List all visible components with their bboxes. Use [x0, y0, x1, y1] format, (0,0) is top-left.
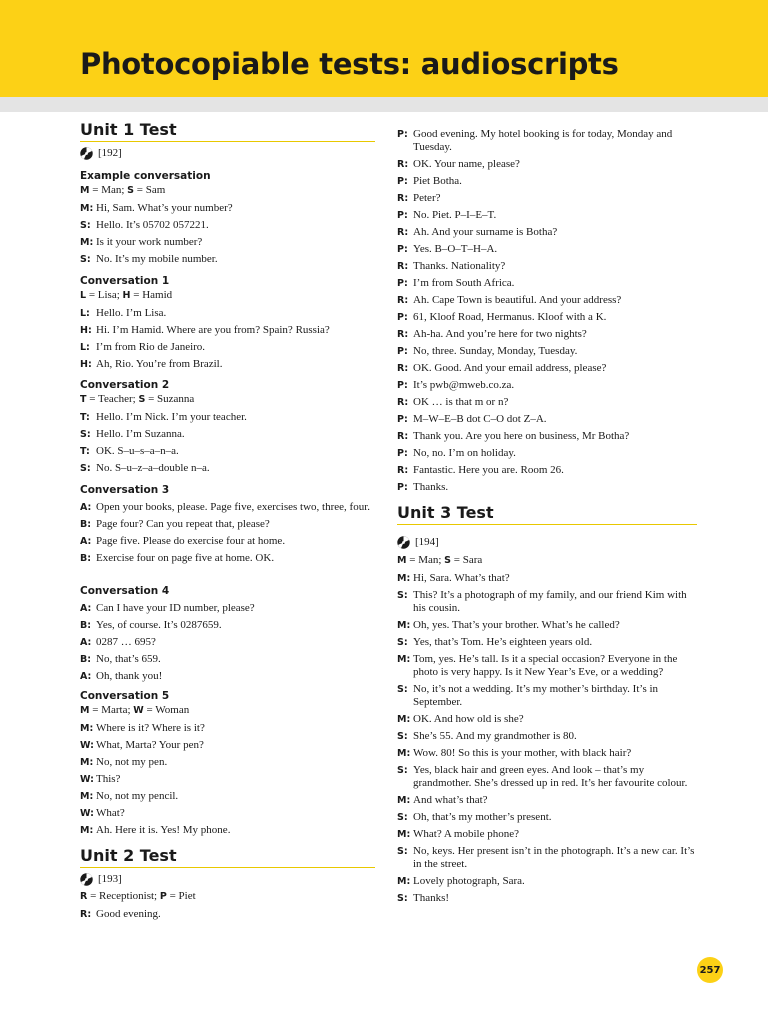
example-title: Example conversation — [80, 170, 211, 182]
speaker-label: B: — [80, 553, 92, 564]
dialogue-line — [80, 602, 375, 615]
cd-icon — [397, 536, 410, 549]
unit1-heading: Unit 1 Test — [80, 121, 375, 142]
unit2-track — [80, 872, 375, 886]
speaker-label: P: — [397, 414, 408, 425]
dialogue-line — [397, 311, 697, 324]
speaker-label: L: — [80, 342, 90, 353]
dialogue-line — [80, 411, 375, 424]
speaker-label: M: — [397, 876, 411, 887]
speaker-text: Hi, Sam. What’s your number? — [96, 202, 233, 214]
speaker-text: OK. Good. And your email address, please? — [413, 362, 607, 374]
unit2-track-number: [193] — [98, 873, 122, 885]
speaker-label: T: — [80, 446, 90, 457]
dialogue-line — [397, 226, 697, 239]
dialogue-line — [397, 764, 697, 790]
conv5-title: Conversation 5 — [80, 690, 170, 702]
speaker-text: Is it your work number? — [96, 236, 203, 248]
dialogue-line — [80, 445, 375, 458]
dialogue-line — [80, 236, 375, 249]
conv3-lines — [80, 501, 375, 565]
example-conversation — [80, 169, 375, 266]
unit2-section — [80, 847, 375, 868]
conv5-lines — [80, 722, 375, 837]
conv1-lines — [80, 307, 375, 371]
speaker-text: Yes, black hair and green eyes. And look – that’s my grandmother. She’s dressed up in red. It’s her favourite colour. — [413, 764, 688, 789]
speaker-text: OK. And how old is she? — [413, 713, 524, 725]
dialogue-line — [80, 428, 375, 441]
speaker-label: M: — [80, 723, 94, 734]
speaker-text: What? — [96, 807, 125, 819]
dialogue-line — [80, 653, 375, 666]
dialogue-line — [80, 501, 375, 514]
speaker-label: R: — [397, 397, 409, 408]
dialogue-line — [397, 413, 697, 426]
speaker-label: T: — [80, 412, 90, 423]
dialogue-line — [397, 260, 697, 273]
speaker-text: Ah-ha. And you’re here for two nights? — [413, 328, 587, 340]
speaker-text: Ah. Here it is. Yes! My phone. — [96, 824, 231, 836]
dialogue-line — [80, 619, 375, 632]
speaker-text: No, three. Sunday, Monday, Tuesday. — [413, 345, 578, 357]
speaker-text: It’s pwb@mweb.co.za. — [413, 379, 515, 391]
speaker-label: R: — [397, 193, 409, 204]
speaker-label: S: — [397, 765, 408, 776]
unit3-dialogue — [397, 553, 697, 905]
speaker-text: Page four? Can you repeat that, please? — [96, 518, 270, 530]
dialogue-line — [80, 756, 375, 769]
conversation-2 — [80, 378, 375, 475]
unit3-section — [397, 504, 697, 525]
dialogue-line — [80, 253, 375, 266]
speaker-label: R: — [397, 465, 409, 476]
unit1-track-number: [192] — [98, 147, 122, 159]
example-lines — [80, 202, 375, 266]
dialogue-line — [397, 845, 697, 871]
speaker-text: 61, Kloof Road, Hermanus. Kloof with a K. — [413, 311, 607, 323]
dialogue-line — [397, 747, 697, 760]
speaker-label: M: — [397, 748, 411, 759]
conv2-title: Conversation 2 — [80, 379, 170, 391]
speaker-text: Oh, yes. That’s your brother. What’s he called? — [413, 619, 620, 631]
header-divider — [0, 97, 768, 112]
speaker-text: No, it’s not a wedding. It’s my mother’s birthday. It’s in September. — [413, 683, 659, 708]
dialogue-line — [80, 739, 375, 752]
dialogue-line — [397, 589, 697, 615]
speaker-text: OK. Your name, please? — [413, 158, 520, 170]
speaker-text: Thanks! — [413, 892, 450, 904]
speaker-text: Wow. 80! So this is your mother, with black hair? — [413, 747, 632, 759]
speaker-text: No, that’s 659. — [96, 653, 161, 665]
conv5-legend: M = Marta; W = Woman — [80, 704, 190, 716]
speaker-label: P: — [397, 278, 408, 289]
speaker-text: Hello. I’m Nick. I’m your teacher. — [96, 411, 247, 423]
unit3-legend: M = Man; S = Sara — [397, 554, 483, 566]
speaker-label: R: — [397, 261, 409, 272]
dialogue-line — [80, 358, 375, 371]
speaker-text: OK. S–u–s–a–n–a. — [96, 445, 179, 457]
speaker-label: M: — [80, 825, 94, 836]
dialogue-line — [397, 345, 697, 358]
conv4-title: Conversation 4 — [80, 585, 170, 597]
conversation-4 — [80, 584, 375, 683]
speaker-text: Fantastic. Here you are. Room 26. — [413, 464, 564, 476]
dialogue-line — [397, 481, 697, 494]
dialogue-line — [397, 128, 697, 154]
speaker-text: Where is it? Where is it? — [96, 722, 205, 734]
speaker-label: S: — [397, 812, 408, 823]
speaker-label: S: — [397, 637, 408, 648]
dialogue-line — [80, 807, 375, 820]
speaker-text: She’s 55. And my grandmother is 80. — [413, 730, 577, 742]
speaker-label: S: — [397, 590, 408, 601]
dialogue-line — [80, 202, 375, 215]
unit2-lines — [80, 908, 375, 921]
speaker-label: M: — [80, 203, 94, 214]
speaker-label: R: — [397, 295, 409, 306]
conversation-1 — [80, 274, 375, 371]
unit3-lines — [397, 572, 697, 905]
speaker-label: W: — [80, 774, 94, 785]
dialogue-line — [397, 892, 697, 905]
page-number-badge: 257 — [697, 957, 723, 983]
speaker-label: A: — [80, 536, 92, 547]
speaker-label: S: — [80, 220, 91, 231]
speaker-label: B: — [80, 620, 92, 631]
dialogue-line — [397, 175, 697, 188]
dialogue-line — [80, 552, 375, 565]
dialogue-line — [397, 379, 697, 392]
speaker-label: P: — [397, 346, 408, 357]
speaker-text: Tom, yes. He’s tall. Is it a special occasion? Everyone in the photo is very happy. Is it New Year’s Eve, or a wedding? — [413, 653, 678, 678]
dialogue-line — [80, 790, 375, 803]
dialogue-line — [397, 875, 697, 888]
dialogue-line — [80, 824, 375, 837]
speaker-text: No, keys. Her present isn’t in the photograph. It’s a new car. It’s in the street. — [413, 845, 695, 870]
speaker-text: No, not my pencil. — [96, 790, 179, 802]
dialogue-line — [397, 619, 697, 632]
speaker-text: And what’s that? — [413, 794, 488, 806]
example-legend: M = Man; S = Sam — [80, 184, 166, 196]
speaker-label: R: — [397, 431, 409, 442]
speaker-text: This? — [96, 773, 121, 785]
unit2-cont-lines — [397, 128, 697, 494]
conversation-5 — [80, 689, 375, 837]
cd-icon — [80, 873, 93, 886]
speaker-label: B: — [80, 519, 92, 530]
unit1-track — [80, 146, 375, 160]
dialogue-line — [397, 636, 697, 649]
speaker-label: P: — [397, 244, 408, 255]
speaker-text: Hello. It’s 05702 057221. — [96, 219, 209, 231]
speaker-text: No, not my pen. — [96, 756, 168, 768]
speaker-label: M: — [397, 620, 411, 631]
speaker-label: W: — [80, 740, 94, 751]
speaker-label: S: — [80, 463, 91, 474]
speaker-label: P: — [397, 312, 408, 323]
dialogue-line — [80, 219, 375, 232]
unit3-track-number: [194] — [415, 536, 439, 548]
dialogue-line — [80, 535, 375, 548]
page-title: Photocopiable tests: audioscripts — [80, 47, 619, 81]
speaker-label: P: — [397, 448, 408, 459]
dialogue-line — [397, 653, 697, 679]
speaker-text: OK … is that m or n? — [413, 396, 509, 408]
speaker-text: Yes, that’s Tom. He’s eighteen years old. — [413, 636, 593, 648]
conv4-lines — [80, 602, 375, 683]
speaker-label: P: — [397, 210, 408, 221]
speaker-label: H: — [80, 325, 92, 336]
speaker-label: M: — [397, 829, 411, 840]
speaker-label: M: — [80, 237, 94, 248]
speaker-label: M: — [80, 757, 94, 768]
speaker-label: P: — [397, 176, 408, 187]
speaker-text: Hi. I’m Hamid. Where are you from? Spain? Russia? — [96, 324, 330, 336]
speaker-text: Ah, Rio. You’re from Brazil. — [96, 358, 223, 370]
speaker-text: What? A mobile phone? — [413, 828, 519, 840]
speaker-text: Hello. I’m Lisa. — [96, 307, 167, 319]
speaker-label: H: — [80, 359, 92, 370]
dialogue-line — [397, 192, 697, 205]
conv3-title: Conversation 3 — [80, 484, 170, 496]
speaker-text: Ah. Cape Town is beautiful. And your address? — [413, 294, 622, 306]
conv2-legend: T = Teacher; S = Suzanna — [80, 393, 195, 405]
conv1-title: Conversation 1 — [80, 275, 170, 287]
speaker-label: S: — [80, 429, 91, 440]
unit2-heading: Unit 2 Test — [80, 847, 375, 868]
dialogue-line — [397, 328, 697, 341]
speaker-label: B: — [80, 654, 92, 665]
dialogue-line — [397, 811, 697, 824]
dialogue-line — [80, 773, 375, 786]
speaker-label: M: — [397, 654, 411, 665]
speaker-label: S: — [397, 684, 408, 695]
speaker-text: Peter? — [413, 192, 441, 204]
conversation-3 — [80, 483, 375, 565]
speaker-text: Page five. Please do exercise four at home. — [96, 535, 286, 547]
speaker-text: What, Marta? Your pen? — [96, 739, 204, 751]
unit2-legend: R = Receptionist; P = Piet — [80, 890, 196, 902]
dialogue-line — [397, 294, 697, 307]
speaker-text: Exercise four on page five at home. OK. — [96, 552, 275, 564]
speaker-text: No, no. I’m on holiday. — [413, 447, 516, 459]
speaker-label: M: — [397, 714, 411, 725]
dialogue-line — [397, 243, 697, 256]
unit1-section — [80, 121, 375, 142]
speaker-text: Piet Botha. — [413, 175, 462, 187]
dialogue-line — [397, 572, 697, 585]
dialogue-line — [397, 794, 697, 807]
speaker-label: S: — [80, 254, 91, 265]
speaker-label: M: — [397, 795, 411, 806]
speaker-label: S: — [397, 893, 408, 904]
speaker-text: Good evening. My hotel booking is for today, Monday and Tuesday. — [413, 128, 673, 153]
dialogue-line — [80, 518, 375, 531]
speaker-text: Oh, that’s my mother’s present. — [413, 811, 552, 823]
speaker-text: Yes, of course. It’s 0287659. — [96, 619, 222, 631]
speaker-text: This? It’s a photograph of my family, and our friend Kim with his cousin. — [413, 589, 687, 614]
dialogue-line — [80, 341, 375, 354]
speaker-text: 0287 … 695? — [96, 636, 156, 648]
speaker-text: Hi, Sara. What’s that? — [413, 572, 510, 584]
speaker-label: A: — [80, 502, 92, 513]
speaker-text: No. It’s my mobile number. — [96, 253, 218, 265]
speaker-label: A: — [80, 637, 92, 648]
dialogue-line — [397, 430, 697, 443]
speaker-text: Lovely photograph, Sara. — [413, 875, 525, 887]
speaker-text: I’m from South Africa. — [413, 277, 515, 289]
dialogue-line — [397, 683, 697, 709]
speaker-label: W: — [80, 808, 94, 819]
unit3-track — [397, 535, 697, 549]
dialogue-line — [397, 447, 697, 460]
speaker-label: P: — [397, 129, 408, 140]
speaker-text: Hello. I’m Suzanna. — [96, 428, 185, 440]
speaker-label: L: — [80, 308, 90, 319]
speaker-label: M: — [397, 573, 411, 584]
dialogue-line — [397, 396, 697, 409]
speaker-text: M–W–E–B dot C–O dot Z–A. — [413, 413, 547, 425]
speaker-text: Thanks. Nationality? — [413, 260, 506, 272]
dialogue-line — [80, 636, 375, 649]
dialogue-line — [397, 730, 697, 743]
speaker-label: P: — [397, 482, 408, 493]
unit3-heading: Unit 3 Test — [397, 504, 697, 525]
speaker-label: S: — [397, 731, 408, 742]
unit2-intro — [80, 889, 375, 921]
cd-icon — [80, 147, 93, 160]
speaker-label: R: — [397, 329, 409, 340]
speaker-text: No. S–u–z–a–double n–a. — [96, 462, 210, 474]
speaker-text: No. Piet. P–I–E–T. — [413, 209, 497, 221]
dialogue-line — [397, 464, 697, 477]
unit2-continued — [397, 124, 697, 494]
dialogue-line — [80, 462, 375, 475]
speaker-text: Can I have your ID number, please? — [96, 602, 255, 614]
speaker-label: R: — [397, 159, 409, 170]
dialogue-line — [397, 362, 697, 375]
dialogue-line — [80, 324, 375, 337]
speaker-text: Thanks. — [413, 481, 449, 493]
dialogue-line — [80, 307, 375, 320]
dialogue-line — [397, 277, 697, 290]
speaker-text: Good evening. — [96, 908, 161, 920]
dialogue-line — [397, 158, 697, 171]
speaker-label: R: — [397, 363, 409, 374]
dialogue-line — [397, 209, 697, 222]
dialogue-line — [80, 908, 375, 921]
speaker-text: Yes. B–O–T–H–A. — [413, 243, 498, 255]
dialogue-line — [397, 828, 697, 841]
conv2-lines — [80, 411, 375, 475]
speaker-text: Thank you. Are you here on business, Mr Botha? — [413, 430, 630, 442]
speaker-text: I’m from Rio de Janeiro. — [96, 341, 206, 353]
speaker-label: M: — [80, 791, 94, 802]
speaker-label: P: — [397, 380, 408, 391]
speaker-label: S: — [397, 846, 408, 857]
conv1-legend: L = Lisa; H = Hamid — [80, 289, 173, 301]
dialogue-line — [80, 670, 375, 683]
speaker-label: A: — [80, 603, 92, 614]
speaker-label: R: — [397, 227, 409, 238]
speaker-label: A: — [80, 671, 92, 682]
dialogue-line — [80, 722, 375, 735]
speaker-text: Ah. And your surname is Botha? — [413, 226, 558, 238]
speaker-label: R: — [80, 909, 92, 920]
speaker-text: Oh, thank you! — [96, 670, 163, 682]
speaker-text: Open your books, please. Page five, exercises two, three, four. — [96, 501, 371, 513]
dialogue-line — [397, 713, 697, 726]
